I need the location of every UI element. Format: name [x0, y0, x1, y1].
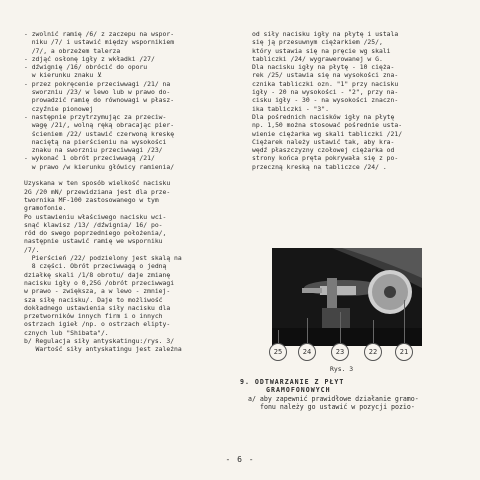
text-line: Uzyskana w ten sposób wielkość nacisku [24, 179, 171, 188]
turntable-photo [272, 248, 422, 346]
text-line: igły - 20 na wysokości - "2", przy na- [252, 88, 399, 97]
text-line: np. 1,50 można stosować pośrednie usta- [252, 121, 403, 130]
text-line: - zwolnić ramię /6/ z zaczepu na wspor- [24, 30, 175, 38]
text-line: ika tabliczki - "3". [252, 104, 329, 113]
text-line: wędź płaszczyzny czołowej ciężarka od [252, 146, 395, 155]
text-line: twornika MF-100 zastosowanego w tym [24, 195, 159, 204]
turntable-illustration [272, 248, 422, 346]
leader-line [307, 318, 308, 344]
text-line: wagę /21/, wolną ręką obracając pier- [24, 121, 175, 130]
text-line: snąć klawisz /13/ /dźwignia/ 16/ po- [24, 220, 163, 229]
section-block [240, 378, 470, 411]
section-heading-continued: GRAMOFONOWYCH [266, 386, 331, 395]
text-line: przetworników innych firm i o innych [24, 312, 163, 321]
text-line: ród do swego poprzedniego położenia/, [24, 229, 167, 238]
text-line: prowadzić ramię do równowagi w płasz- [24, 96, 175, 105]
text-line: od siły nacisku igły na płytę i ustala [252, 30, 399, 38]
text-line: Dla pośrednich nacisków igły na płytę [252, 112, 395, 121]
text-line: wienie ciężarka wg skali tabliczki /21/ [252, 129, 403, 138]
text-line: - następnie przytrzymując za przeciw- [24, 112, 167, 121]
text-line: tabliczki /24/ wygrawerowanej w G. [252, 54, 383, 63]
text-line: - dźwignię /16/ obrócić do oporu [24, 63, 148, 72]
text-line: w prawo - zwiększa, a w lewo - zmniej- [24, 287, 171, 296]
text-line: Po ustawieniu właściwego nacisku wci- [24, 212, 167, 221]
text-line: ostrzach igieł /np. o ostrzach elipty- [24, 320, 171, 329]
text-line: - zdjąć osłonę igły z wkładki /27/ [24, 54, 155, 63]
leader-line [404, 300, 405, 344]
text-line: Ciężarek należy ustawić tak, aby kra- [252, 137, 395, 146]
text-line: - przez pokręcenie przeciwwagi /21/ na [24, 79, 171, 88]
section-heading: 9. ODTWARZANIE Z PŁYT [240, 378, 345, 386]
text-line: się ją przesuwnym ciężarkiem /25/, [252, 38, 383, 47]
text-line: który ustawia się na pręcie wg skali [252, 46, 391, 55]
leader-line [340, 312, 341, 344]
figure-caption: Rys. 3 [330, 365, 354, 373]
callout-label: 21 [395, 343, 413, 361]
text-line: sworzniu /23/ w lewo lub w prawo do- [24, 88, 171, 97]
text-line: naciętą na pierścieniu na wysokości [24, 137, 167, 146]
text-line: gramofonie. [24, 204, 67, 213]
text-line: nacisku igły o 0,25G /obrót przeciwwagi [24, 278, 175, 287]
left-column [24, 30, 246, 354]
section-text: fonu należy go ustawić w pozycji pozio- [260, 402, 415, 411]
text-line: czyźnie pionowej [24, 104, 94, 113]
callout-label: 22 [364, 343, 382, 361]
text-line: - wykonać 1 obrót przeciwwagą /21/ [24, 154, 155, 163]
text-line: 2G /20 mN/ przewidziana jest dla prze- [24, 187, 171, 196]
text-line: działkę skali /1/8 obrotu/ daje zmianę [24, 270, 171, 279]
text-line: cznych lub "Shibata"/. [24, 328, 109, 337]
leader-line [278, 330, 279, 344]
text-line: Pierścień /22/ podzielony jest skalą na [24, 254, 182, 263]
leader-line [373, 320, 374, 344]
text-line: /7/. [24, 245, 40, 254]
page-number: - 6 - [225, 455, 255, 464]
text-line: w prawo /w kierunku główicy ramienia/ [24, 162, 175, 171]
text-line: Wartość siły antyskatingu jest zależna [24, 345, 182, 354]
text-line: /7/, a obrzeżem talerza [24, 46, 121, 55]
text-line: cznika tabliczki ozn. "1" przy nacisku [252, 79, 399, 88]
text-line: Dla nacisku igły na płytę - 10 cięża- [252, 63, 395, 72]
text-line: b/ Regulacja siły antyskatingu:/rys. 3/ [24, 336, 175, 345]
callout-label: 25 [269, 343, 287, 361]
text-line: niku /7/ i ustawić między wspornikiem [24, 38, 175, 47]
section-text: a/ aby zapewnić prawidłowe działanie gramo- [248, 394, 419, 403]
right-column [252, 30, 464, 171]
text-line [24, 171, 246, 179]
callout-label: 24 [298, 343, 316, 361]
text-line: następnie ustawić ramię we wsporniku [24, 237, 163, 246]
text-line: w kierunku znaku ⊻ [24, 71, 102, 80]
text-line: przeczną kreską na tabliczce /24/ . [252, 162, 387, 171]
text-line: strony końca pręta pokrywała się z po- [252, 154, 399, 163]
text-line: znaku na sworzniu przeciwwagi /23/ [24, 146, 163, 155]
callout-label: 23 [331, 343, 349, 361]
text-line: dokładnego ustawienia siły nacisku dla [24, 303, 171, 312]
text-line: 8 części. Obrót przeciwwagą o jedną [24, 262, 167, 271]
text-line: rek /25/ ustawia się na wysokości zna- [252, 71, 399, 80]
text-line: ścieniem /22/ ustawić czerwoną kreskę [24, 129, 175, 138]
text-line: sza siłę nacisku/. Daje to możliwość [24, 295, 163, 304]
text-line: cisku igły - 30 - na wysokości znaczn- [252, 96, 399, 105]
